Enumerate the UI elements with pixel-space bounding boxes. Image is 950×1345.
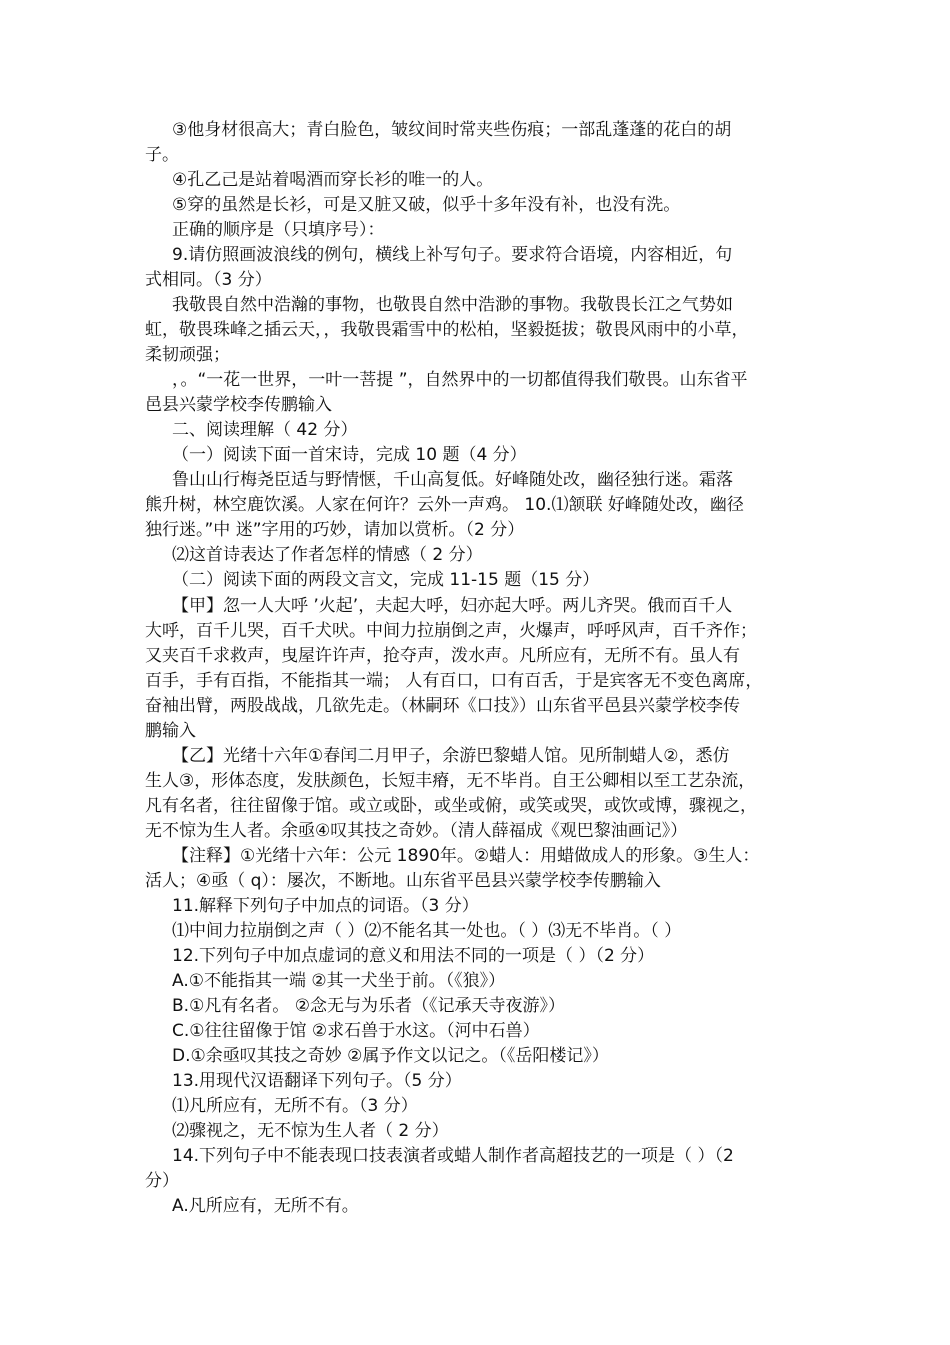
question-11: 11.解释下列句子中加点的词语。（3 分） — [172, 896, 479, 916]
option-c: C.①往往留像于馆 ②求石兽于水这。（河中石兽） — [172, 1021, 540, 1041]
text-line: 虹，敬畏珠峰之插云天，，我敬畏霜雪中的松柏，坚毅挺拔；敬畏风雨中的小草， — [145, 320, 749, 340]
option-a: A.凡所应有，无所不有。 — [172, 1196, 359, 1216]
text-line: ④孔乙己是站着喝酒而穿长衫的唯一的人。 — [172, 170, 494, 190]
text-line: ⑤穿的虽然是长衫，可是又脏又破，似乎十多年没有补，也没有洗。 — [172, 195, 681, 215]
text-line: 邑县兴蒙学校李传鹏输入 — [145, 395, 332, 415]
passage-yi: 【乙】光绪十六年①春闰二月甲子，余游巴黎蜡人馆。见所制蜡人②，悉仿 — [172, 746, 730, 766]
text-line: 鹏输入 — [145, 721, 196, 741]
question-12: 12.下列句子中加点虚词的意义和用法不同的一项是（ ）（2 分） — [172, 946, 655, 966]
passage-jia: 【甲】忽一人大呼 ’火起’，夫起大呼，妇亦起大呼。两儿齐哭。俄而百千人 — [172, 596, 733, 616]
annotation: 【注释】①光绪十六年：公元 1890年。②蜡人：用蜡做成人的形象。③生人： — [172, 846, 760, 866]
text-line: 奋袖出臂，两股战战，几欲先走。（林嗣环《口技》）山东省平邑县兴蒙学校李传 — [145, 696, 740, 716]
text-line: 式相同。（3 分） — [145, 270, 272, 290]
text-line: ⑵骤视之，无不惊为生人者（ 2 分） — [172, 1121, 449, 1141]
text-line: ⑵这首诗表达了作者怎样的情感（ 2 分） — [172, 545, 483, 565]
text-line: 生人③，形体态度，发肤颜色，长短丰瘠，无不毕肖。自王公卿相以至工艺杂流， — [145, 771, 756, 791]
text-line: 活人；④亟（ q）：屡次，不断地。山东省平邑县兴蒙学校李传鹏输入 — [145, 871, 661, 891]
text-line: 百手，手有百指，不能指其一端； 人有百口，口有百舌，于是宾客无不变色离席， — [145, 671, 763, 691]
text-line: 分） — [145, 1171, 179, 1191]
question-14: 14.下列句子中不能表现口技表演者或蜡人制作者高超技艺的一项是（ ）（2 — [172, 1146, 734, 1166]
text-line: 熊升树，林空鹿饮溪。人家在何许？云外一声鸡。 10.⑴颔联 好峰随处改，幽径 — [145, 495, 744, 515]
text-line: 又夹百千求救声，曳屋许许声，抢夺声，泼水声。凡所应有，无所不有。虽人有 — [145, 646, 740, 666]
text-line: ③他身材很高大；青白脸色，皱纹间时常夹些伤痕；一部乱蓬蓬的花白的胡 — [172, 120, 732, 140]
text-line: 独行迷。”中 迷”字用的巧妙，请加以赏析。（2 分） — [145, 520, 525, 540]
text-line: 凡有名者，往往留像于馆。或立或卧，或坐或俯，或笑或哭，或饮或博，骤视之， — [145, 796, 757, 816]
text-line: 无不惊为生人者。余亟④叹其技之奇妙。（清人薛福成《观巴黎油画记》） — [145, 821, 688, 841]
subsection-heading: （二）阅读下面的两段文言文，完成 11-15 题（15 分） — [172, 570, 600, 590]
text-line: 我敬畏自然中浩瀚的事物，也敬畏自然中浩渺的事物。我敬畏长江之气势如 — [172, 295, 733, 315]
option-d: D.①余亟叹其技之奇妙 ②属予作文以记之。（《岳阳楼记》） — [172, 1046, 609, 1066]
question-9: 9.请仿照画波浪线的例句，横线上补写句子。要求符合语境，内容相近，句 — [172, 245, 733, 265]
text-line: 鲁山山行梅尧臣适与野情惬，千山高复低。好峰随处改，幽径独行迷。霜落 — [172, 470, 733, 490]
text-line: ⑴中间力拉崩倒之声（ ）⑵不能名其一处也。（ ）⑶无不毕肖。（ ） — [172, 921, 682, 941]
text-line: 大呼，百千儿哭，百千犬吠。中间力拉崩倒之声，火爆声，呼呼风声，百千齐作； — [145, 621, 757, 641]
section-heading: 二、阅读理解（ 42 分） — [172, 420, 358, 440]
text-line: 正确的顺序是（只填序号）： — [172, 220, 385, 240]
option-b: B.①凡有名者。 ②念无与为乐者（《记承天寺夜游》） — [172, 996, 565, 1016]
subsection-heading: （一）阅读下面一首宋诗，完成 10 题（4 分） — [172, 445, 527, 465]
text-line: ，。“一花一世界，一叶一菩提 ”，自然界中的一切都值得我们敬畏。山东省平 — [172, 370, 748, 390]
text-line: 柔韧顽强； — [145, 345, 230, 365]
text-line: ⑴凡所应有，无所不有。（3 分） — [172, 1096, 418, 1116]
option-a: A.①不能指其一端 ②其一犬坐于前。（《狼》） — [172, 971, 506, 991]
question-13: 13.用现代汉语翻译下列句子。（5 分） — [172, 1071, 462, 1091]
text-line: 子。 — [145, 145, 179, 165]
